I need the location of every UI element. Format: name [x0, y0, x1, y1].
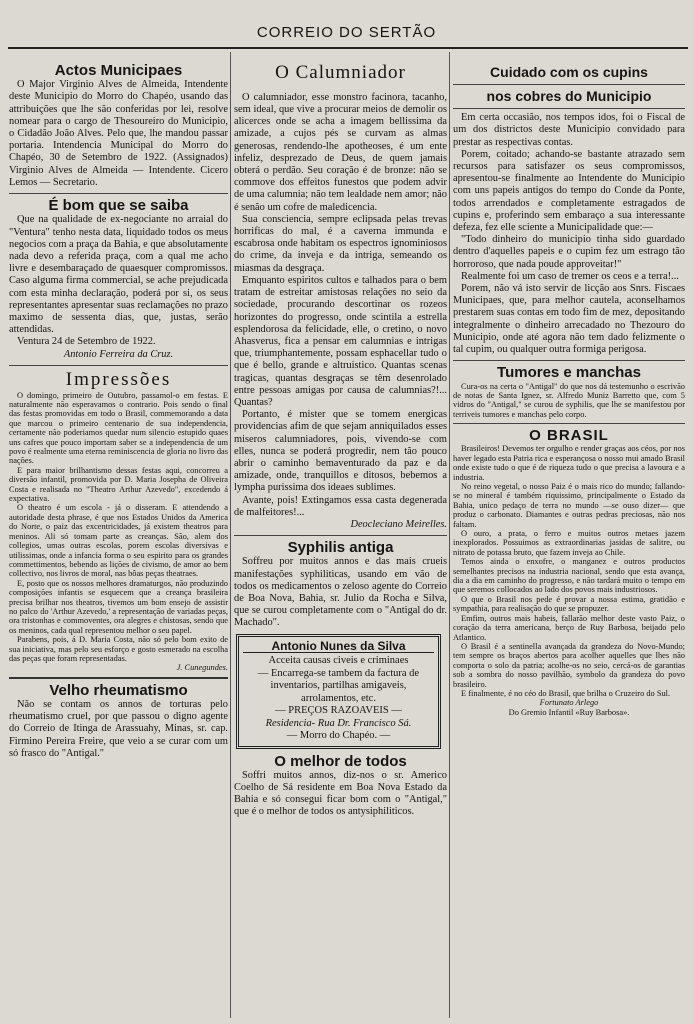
impressoes-paragraph: Parabens, pois, á D. Maria Costa, não só pelo bom exito de sua iniciativa, mas pelo seu esforço e gosto esmerado na escolha das peças que foram representadas. — [9, 635, 228, 663]
ad-line: — Encarrega-se tambem da factura de inventarios, partilhas amigaveis, arrolamentos, etc. — [257, 667, 420, 704]
divider — [9, 193, 228, 194]
divider — [9, 365, 228, 366]
brasil-paragraph: Emfim, outros mais habeis, fallarão melhor deste vasto Paiz, o coração da terra americana, berço de Ruy Barbosa, beijado pelo Atlantico. — [453, 613, 685, 642]
impressoes-title: Impressões — [65, 368, 172, 390]
impressoes-paragraph: O domingo, primeiro de Outubro, passamol-o em festas. E naturalmente não esperavamos o contrario. Pois sendo o final das festas promovidas em todo o Brasil, commemorando a data que marcou o primeiro centenario de sua independencia, certamente não poderiamos quedar num silencio estupido quaes uns cafres que pouco importam saber se a independencia de um povo é realmente uma eterna reminiscencia de gloria no livro das nações. — [9, 390, 228, 466]
bom-text: Que na qualidade de ex-negociante no arraial do "Ventura" tenho nesta data, liquidado todos os meus negocios com a praça da Bahia, e que absolutamente nada devo a referida praça, com a qual me acho livre e desembaraçado de quaesquer compromissos. Caso alguma firma commercial, se ache prejudicada com esta minha declaração, poderá por si, os seus representantes apresentar suas reclamações no prazo maximo de sessenta dias, que, justas, serão attendidas. — [9, 214, 228, 336]
cupins-paragraph: Porem, não vá isto servir de licção aos Snrs. Fiscaes Municipaes, que, para melhor cautela, aconselhamos prestarem suas contas em todo fim de mez, depositando integralmente o dinheiro arrecadado no Thezouro do Municipio, onde até agora não tem dado felizmente o tal cupim, ou qualquer outra formiga perigosa. — [453, 283, 685, 356]
divider — [453, 108, 685, 109]
column-1 — [9, 52, 228, 1020]
calumniador-title: O Calumniador — [275, 62, 406, 83]
bom-date: Ventura 24 de Setembro de 1922. — [17, 336, 156, 348]
masthead-rule — [8, 47, 688, 49]
impressoes-paragraph: E, posto que os nossos melhores dramaturgos, não produzindo composições infantis se esquecem que a creança brasileira precisa brilhar nos theatros, tivemos um bom ensejo de assistir no palco do 'Arthur Azevedo,' a representação de variadas peças, ora tristonhas e commoventes, ora alegres e chistosas, sendo que os meninos, cada qual representou melhor o seu papel. — [9, 578, 228, 635]
brasil-paragraph: O ouro, a prata, o ferro e muitos outros metaes jazem inexplorados. Possuimos as extraordinarias jasidas de salitre, ou nitrato de potassa bruto, que fazem inveja ao Chile. — [453, 529, 685, 557]
velho-text: Não se contam os annos de torturas pelo rheumatismo cruel, por que passou o digno agente do Correio de Itinga de Arassuahy, Minas, sr. cap. Firmino Pereira Freire, que veio a se curar com um só frasco do "Antigal." — [9, 699, 228, 759]
cupins-title: Cuidado com os cupins — [490, 64, 648, 80]
masthead: CORREIO DO SERTÃO — [256, 24, 437, 41]
brasil-paragraph: Brasileiros! Devemos ter orgulho e render graças aos céos, por nos haver legado esta Patria rica e esperançosa o nosso mui amado Brasil onde existe tudo o que é de riqueza tudo o que precisa a lavoura e a industria. — [453, 444, 685, 482]
divider — [453, 423, 685, 424]
column-divider — [449, 52, 450, 1018]
lawyer-advertisement — [236, 634, 441, 749]
divider — [234, 535, 447, 536]
brasil-affiliation: Do Gremio Infantil «Ruy Barbosa». — [508, 707, 630, 717]
melhor-text: Soffri muitos annos, diz-nos o sr. Americo Coelho de Sá residente em Boa Nova Estado da Bahia e só consegui ficar bom com o "Antigal," que é o melhor de todos os antysiphiliticos. — [234, 769, 447, 818]
actos-text: O Major Virginio Alves de Almeida, Intendente deste Municipio do Morro do Chapéo, usando das attribuições que lhe são conferidas por lei, resolve nomear para o cargo de Thesoureiro do Municipio, o Cidadão João Alves. Pelo que, lhe mandou passar portaria. Intendencia Municipal do Morro do Chapéo, 30 de Setembro de 1922. (Assignados) Virginio Alves de Almeida — Intendente. Cicero Lemos — Secretario. — [9, 79, 228, 188]
syphilis-text: Soffreu por muitos annos e das mais crueis manifestações syphiliticas, usando em vão de todos os medicamentos o zeloso agente do Correio de Boa Nova, Bahia, sr. Julio da Rocha e Silva, que se curou completamente com o "Antigal do dr. Machado". — [234, 556, 447, 629]
bom-signature: Antonio Ferreira da Cruz. — [63, 348, 174, 360]
brasil-paragraph: O Brasil é a sentinella avançada da grandeza do Novo-Mundo; tem sempre os braços abertos para acolher aquelles que lhes não comporta o solo da patria; acolhe-os no seio, cercá-os de garantias sob a sombra do nosso pavilhão, symbolo da grandeza do povo brasileiro. — [453, 641, 685, 689]
ad-line: Acceita causas civeis e criminaes — [268, 655, 409, 667]
brasil-paragraph: O que o Brasil nos pede é provar a nossa estima, gratidão e sympathia, para realisação do que se propuzer. — [453, 594, 685, 614]
cupins-paragraph: Realmente foi um caso de tremer os ceos e a terra!... — [461, 270, 679, 282]
brasil-paragraph: E finalmente, é no céo do Brasil, que brilha o Cruzeiro do Sul. — [461, 688, 671, 698]
brasil-paragraph: No reino vegetal, o nosso Paiz é o mais rico do mundo; fallando-se no mineral é também riquissimo, principalmente o Estado da Bahia, unico pedaço de terra no mundo —se ouso dizer— que produz o carbonato. Diamantes e outras pedras preciosas, não nos faltam. — [453, 482, 685, 529]
velho-title: Velho rheumatismo — [49, 681, 188, 699]
column-3 — [453, 52, 685, 1020]
calumniador-signature: Deocleciano Meirelles. — [350, 518, 447, 530]
cupins-paragraph: "Todo dinheiro do municipio tinha sido guardado dentro d'aquelles papeis e o cupim fez um estrago tão horroroso, que nada poude approveitar!" — [453, 234, 685, 270]
cupins-subtitle: nos cobres do Municipio — [486, 88, 652, 105]
tumores-text: Cura-os na certa o "Antigal" do que nos dá testemunho o escrivão de notas de Santa Ignez, sr. Alfredo Muniz Barretto que, com 5 vidros do "Antigal," se curou de syphilis, que lhe se manifestou por terriveis tumores e manchas pelo corpo. — [453, 381, 685, 419]
cupins-paragraph: Em certa occasião, nos tempos idos, foi o Fiscal de um dos districtos deste Municipio convidado para prestar as respectivas contas. — [453, 112, 685, 148]
ad-place: — Morro do Chapéo. — — [286, 730, 391, 742]
divider — [9, 677, 228, 679]
ad-residence: Residencia- Rua Dr. Francisco Sá. — [265, 717, 412, 729]
column-divider — [230, 52, 231, 1018]
calumniador-paragraph: Portanto, é mister que se tomem energicas providencias afim de que sejam anniquilados esses miseros calumniadores, pois, vivendo-se com elles, nunca se poderá progredir, nem tão pouco abrir o caminho bemaventurado da paz e da amizade, onde, tranquillos e ditosos, bebemos a lympha purissima dos ideaes sublimes. — [234, 409, 447, 494]
cupins-paragraph: Porem, coitado; achando-se bastante atrazado sem recursos para satisfazer os seus compromissos, apresentou-se finalmente ao Intendente do Municipio com uns papeis antigos do tempo do Conde da Ponte, todos arrendados e completamente estragados de cupins e, proferindo sem embaraço a sua interessante defeza, fez elle sciente a Municipalidade que:— — [453, 148, 685, 234]
divider — [453, 360, 685, 361]
ad-prices: — PREÇOS RAZOAVEIS — — [275, 705, 402, 717]
brasil-title: O BRASIL — [529, 427, 609, 445]
actos-title: Actos Municipaes — [54, 62, 183, 79]
calumniador-paragraph: Emquanto espiritos cultos e talhados para o bem tratam de estreitar amistosas relações no seio da sociedade, procurando descortinar os rozeos horizontes do progresso, onde scintila a estrella esplendorosa da felicidade, elle, o cretino, o novo Ahasverus, fica a pensar em calumnias e intrigas que, triumphantemente, possam esphacellar tudo o que é bello, grande e altruistico. Quantas scenas tragicas, quantas desgraças se têm desenrolado entre pessoas amigas por causa de calumnias?!... Quantas? — [234, 274, 447, 408]
calumniador-paragraph: Sua consciencia, sempre eclipsada pelas trevas horrificas do mal, é a caverna immunda e escabrosa onde habitam os espectros ignominiosos do crime, da inveja e da intriga, semeando os miasmas da desgraça. — [234, 213, 447, 274]
impressoes-paragraph: E para maior brilhantismo dessas festas aqui, concorreu a diversão infantil, promovida por D. Maria Josepha de Oliveira Costa e realisada no "Theatro Arthur Azevedo", excedendo á expectativa. — [9, 465, 228, 504]
column-2 — [234, 52, 447, 1020]
divider — [453, 84, 685, 85]
ad-name: Antonio Nunes da Silva — [243, 640, 434, 654]
tumores-title: Tumores e manchas — [497, 364, 641, 382]
impressoes-paragraph: O theatro é um escola - já o disseram. E attendendo a autoridade desta phrase, é que nos Estados Unidos da America do Norte, o paiz das excentricidades, já existem theatros para meninos. Ali só tomam parte as creanças. São, alem dos collegios, umas outras escolas, porem escolas diversivas e utilissimas, onde a infancia forma o seu espirito para os grandes commettimentos, bebendo as lições de civismo, de amor ao bem collectivo, nos livros de moral, nas bôas peças theatraes. — [9, 503, 228, 579]
brasil-paragraph: Temos ainda o enxofre, o manganez e outros productos semelhantes precisos na industria nacional, sendo que esta avança, dia a dia em caminho do progresso, e não tardará muito o tempo em que seremos collocados ao lado dos povos mais industriosos. — [453, 557, 685, 595]
calumniador-paragraph: Avante, pois! Extingamos essa casta degenerada de malfeitores!... — [234, 494, 447, 518]
syphilis-title: Syphilis antiga — [287, 539, 394, 557]
calumniador-paragraph: O calumniador, esse monstro facinora, tacanho, sem ideal, que vive a procurar meios de demolir os alicerces onde se acha a imagem bellissima da amizade, a cujos pés se curvam as almas generosas, rendendo-lhe apotheoses, é um ente infeliz, desprezado de Deus, de quem jamais obterá o perdão. Seu coração é de bronze: não se commove dos effeitos funestos que podem advir de uma calumnia; não tem lealdade nem amor; não é senão um cofre de maledicencia. — [234, 91, 447, 213]
brasil-signature: Fortunato Arlego — [539, 698, 599, 708]
impressoes-signature: J. Cunegundes. — [176, 663, 228, 673]
bom-title: É bom que se saiba — [48, 197, 189, 215]
melhor-title: O melhor de todos — [274, 752, 407, 770]
